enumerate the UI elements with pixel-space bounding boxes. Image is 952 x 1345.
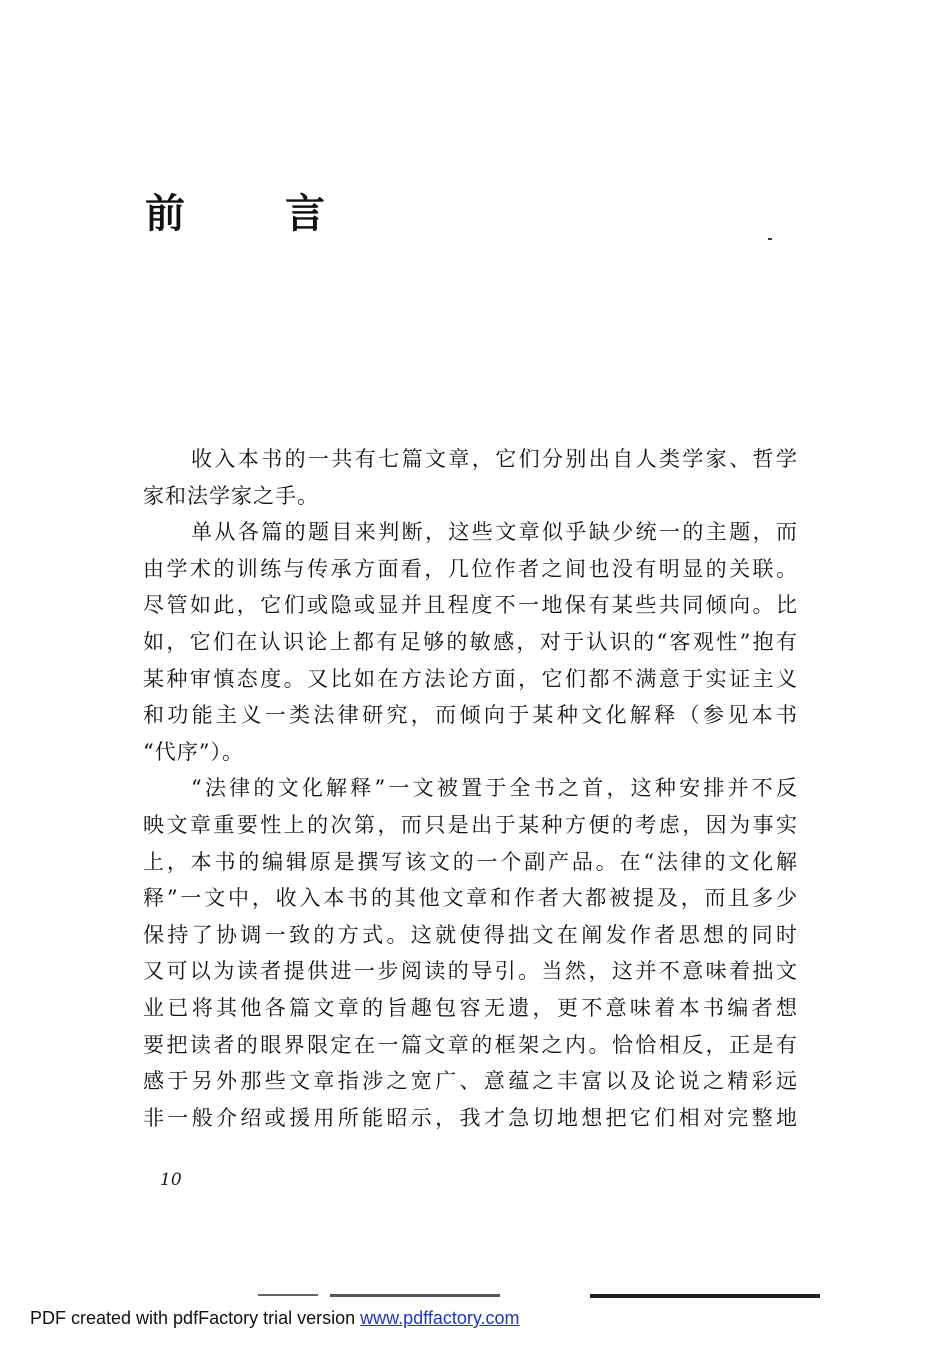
text-line: 又可以为读者提供进一步阅读的导引。当然，这并不意味着拙文 (143, 959, 798, 984)
text-line: 保持了协调一致的方式。这就使得拙文在阐发作者思想的同时 (143, 922, 798, 947)
text-line: 如，它们在认识论上都有足够的敏感，对于认识的“客观性”抱有 (143, 629, 798, 654)
text-line: 上，本书的编辑原是撰写该文的一个副产品。在“法律的文化解 (143, 849, 798, 874)
text-line: 由学术的训练与传承方面看，几位作者之间也没有明显的关联。 (143, 556, 798, 581)
text-line: “法律的文化解释”一文被置于全书之首，这种安排并不反 (191, 776, 798, 801)
title-char-1: 前 (145, 190, 185, 237)
scan-artifact (590, 1294, 820, 1298)
page-number: 10 (160, 1170, 182, 1190)
text-line: 映文章重要性上的次第，而只是出于某种方便的考虑，因为事实 (143, 812, 798, 837)
footer-link[interactable]: www.pdffactory.com (360, 1308, 520, 1328)
title-char-2: 言 (285, 190, 325, 237)
pdf-footer (30, 1308, 520, 1329)
text-line: 感于另外那些文章指涉之宽广、意蕴之丰富以及论说之精彩远 (143, 1069, 798, 1094)
text-line: 尽管如此，它们或隐或显并且程度不一地保有某些共同倾向。比 (143, 593, 798, 618)
text-line: 和功能主义一类法律研究，而倾向于某种文化解释（参见本书 (143, 703, 798, 728)
text-line: 收入本书的一共有七篇文章，它们分别出自人类学家、哲学 (191, 447, 798, 471)
text-line: 业已将其他各篇文章的旨趣包容无遗，更不意味着本书编者想 (143, 995, 798, 1020)
text-line: “代序”）。 (143, 739, 244, 764)
footer-text: PDF created with pdfFactory trial version (30, 1308, 361, 1328)
text-line: 释”一文中，收入本书的其他文章和作者大都被提及，而且多少 (143, 886, 798, 911)
text-line: 非一般介绍或援用所能昭示，我才急切地想把它们相对完整地 (143, 1105, 798, 1130)
text-line: 要把读者的眼界限定在一篇文章的框架之内。恰恰相反，正是有 (143, 1032, 798, 1057)
body-text (143, 441, 798, 1136)
scan-speck (768, 238, 772, 240)
scan-artifact (258, 1294, 318, 1296)
scan-artifact (330, 1294, 500, 1297)
text-line: 单从各篇的题目来判断，这些文章似乎缺少统一的主题，而 (191, 520, 798, 545)
text-line: 家和法学家之手。 (143, 483, 319, 508)
text-line: 某种审慎态度。又比如在方法论方面，它们都不满意于实证主义 (143, 666, 798, 691)
page-title (145, 182, 325, 239)
